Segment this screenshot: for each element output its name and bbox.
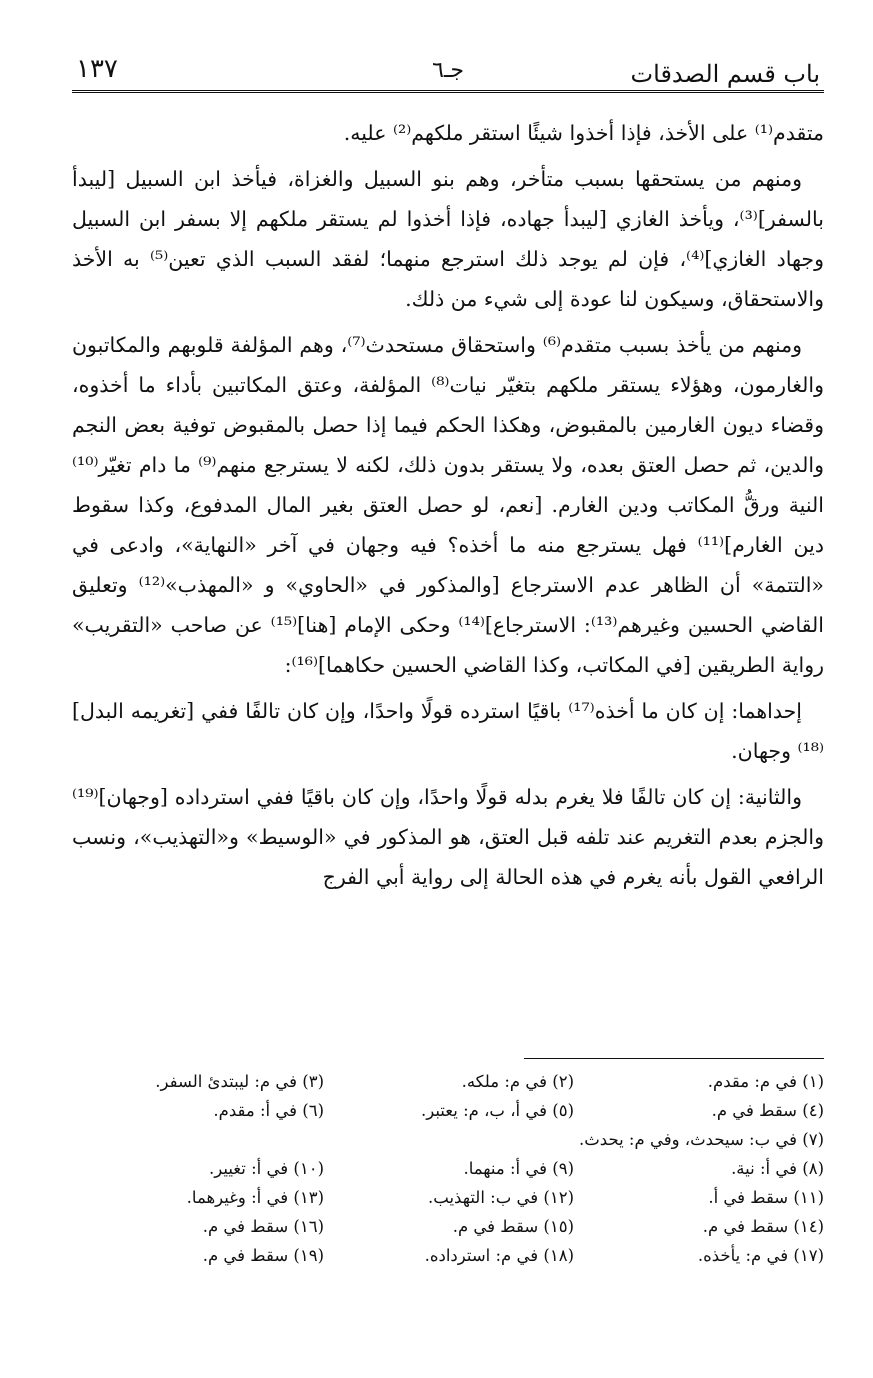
footnote: (١٥) سقط في م. xyxy=(452,1217,574,1236)
paragraph: متقدم⁽¹⁾ على الأخذ، فإذا أخذوا شيئًا استقر ملكهم⁽²⁾ عليه. xyxy=(343,121,824,145)
volume-label: جـ٦ xyxy=(432,58,464,83)
footnote: (١٩) سقط في م. xyxy=(202,1246,324,1265)
footnote: (٢) في م: ملكه. xyxy=(461,1072,574,1091)
footnote: (١٦) سقط في م. xyxy=(202,1217,324,1236)
footnote: (١٠) في أ: تغيير. xyxy=(209,1159,324,1178)
footnote: (٥) في أ، ب، م: يعتبر. xyxy=(420,1101,574,1120)
footnote: (١٧) في م: يأخذه. xyxy=(697,1246,824,1265)
paragraph: والثانية: إن كان تالفًا فلا يغرم بدله قولًا واحدًا، وإن كان باقيًا ففي استرداده [وجهان]⁽¹⁹⁾ والجزم بعدم التغريم عند تلفه قبل العتق، هو المذكور في «الوسيط» و«التهذيب»، ونسب الرافعي القول بأنه يغرم في هذه الحالة إلى رواية أبي الفرج xyxy=(72,785,824,889)
footnote: (١) في م: مقدم. xyxy=(707,1072,824,1091)
paragraph: ومنهم من يستحقها بسبب متأخر، وهم بنو السبيل والغزاة، فيأخذ ابن السبيل [ليبدأ بالسفر]⁽³⁾، ويأخذ الغازي [ليبدأ جهاده، فإذا أخذوا لم يستقر ملكهم إلا بسفر ابن السبيل وجهاد الغازي]⁽⁴⁾، فإن لم يوجد ذلك استرجع منهما؛ لفقد السبب الذي تعين⁽⁵⁾ به الأخذ والاستحقاق، وسيكون لنا عودة إلى شيء من ذلك. xyxy=(72,167,824,311)
footnote: (٨) في أ: نية. xyxy=(731,1159,824,1178)
main-text xyxy=(72,113,824,897)
chapter-title: باب قسم الصدقات xyxy=(630,60,820,88)
paragraph: ومنهم من يأخذ بسبب متقدم⁽⁶⁾ واستحقاق مستحدث⁽⁷⁾، وهم المؤلفة قلوبهم والمكاتبون والغارمون، وهؤلاء يستقر ملكهم بتغيّر نيات⁽⁸⁾ المؤلفة، وعتق المكاتبين بأداء ما أخذوه، وقضاء ديون الغارمين بالمقبوض، وهكذا الحكم فيما إذا حصل بالمقبوض توفية بعض النجم والدين، ثم حصل العتق بعده، ولا يستقر بدون ذلك، لكنه لا يسترجع منهم⁽⁹⁾ ما دام تغيّر⁽¹⁰⁾ النية ورقُّ المكاتب ودين الغارم. [نعم، لو حصل العتق بغير المال المدفوع، وكذا سقوط دين الغارم]⁽¹¹⁾ فهل يسترجع منه ما أخذه؟ فيه وجهان في آخر «النهاية»، وادعى في «التتمة» أن الظاهر عدم الاسترجاع [والمذكور في «الحاوي» و «المهذب»⁽¹²⁾ وتعليق القاضي الحسين وغيرهم⁽¹³⁾: الاسترجاع]⁽¹⁴⁾ وحكى الإمام [هنا]⁽¹⁵⁾ عن صاحب «التقريب» رواية الطريقين [في المكاتب، وكذا القاضي الحسين حكاهما]⁽¹⁶⁾: xyxy=(72,333,824,677)
footnote: (٦) في أ: مقدم. xyxy=(213,1101,324,1120)
footnote-list xyxy=(72,1069,824,1269)
book-page xyxy=(72,40,824,1340)
footnote: (٤) سقط في م. xyxy=(711,1101,824,1120)
footnotes-section xyxy=(72,1058,824,1269)
running-header xyxy=(72,40,824,93)
footnote: (١١) سقط في أ. xyxy=(708,1188,824,1207)
page-number: ١٣٧ xyxy=(76,54,118,84)
footnote: (١٣) في أ: وغيرهما. xyxy=(186,1188,324,1207)
footnote: (٣) في م: ليبتدئ السفر. xyxy=(155,1072,324,1091)
footnote-separator xyxy=(524,1058,824,1059)
footnote: (١٨) في م: استرداده. xyxy=(424,1246,574,1265)
footnote: (٩) في أ: منهما. xyxy=(463,1159,574,1178)
footnote: (١٢) في ب: التهذيب. xyxy=(428,1188,574,1207)
footnote: (٧) في ب: سيحدث، وفي م: يحدث. xyxy=(579,1130,824,1149)
footnote: (١٤) سقط في م. xyxy=(702,1217,824,1236)
paragraph: إحداهما: إن كان ما أخذه⁽¹⁷⁾ باقيًا استرده قولًا واحدًا، وإن كان تالفًا ففي [تغريمه البدل]⁽¹⁸⁾ وجهان. xyxy=(72,699,824,763)
